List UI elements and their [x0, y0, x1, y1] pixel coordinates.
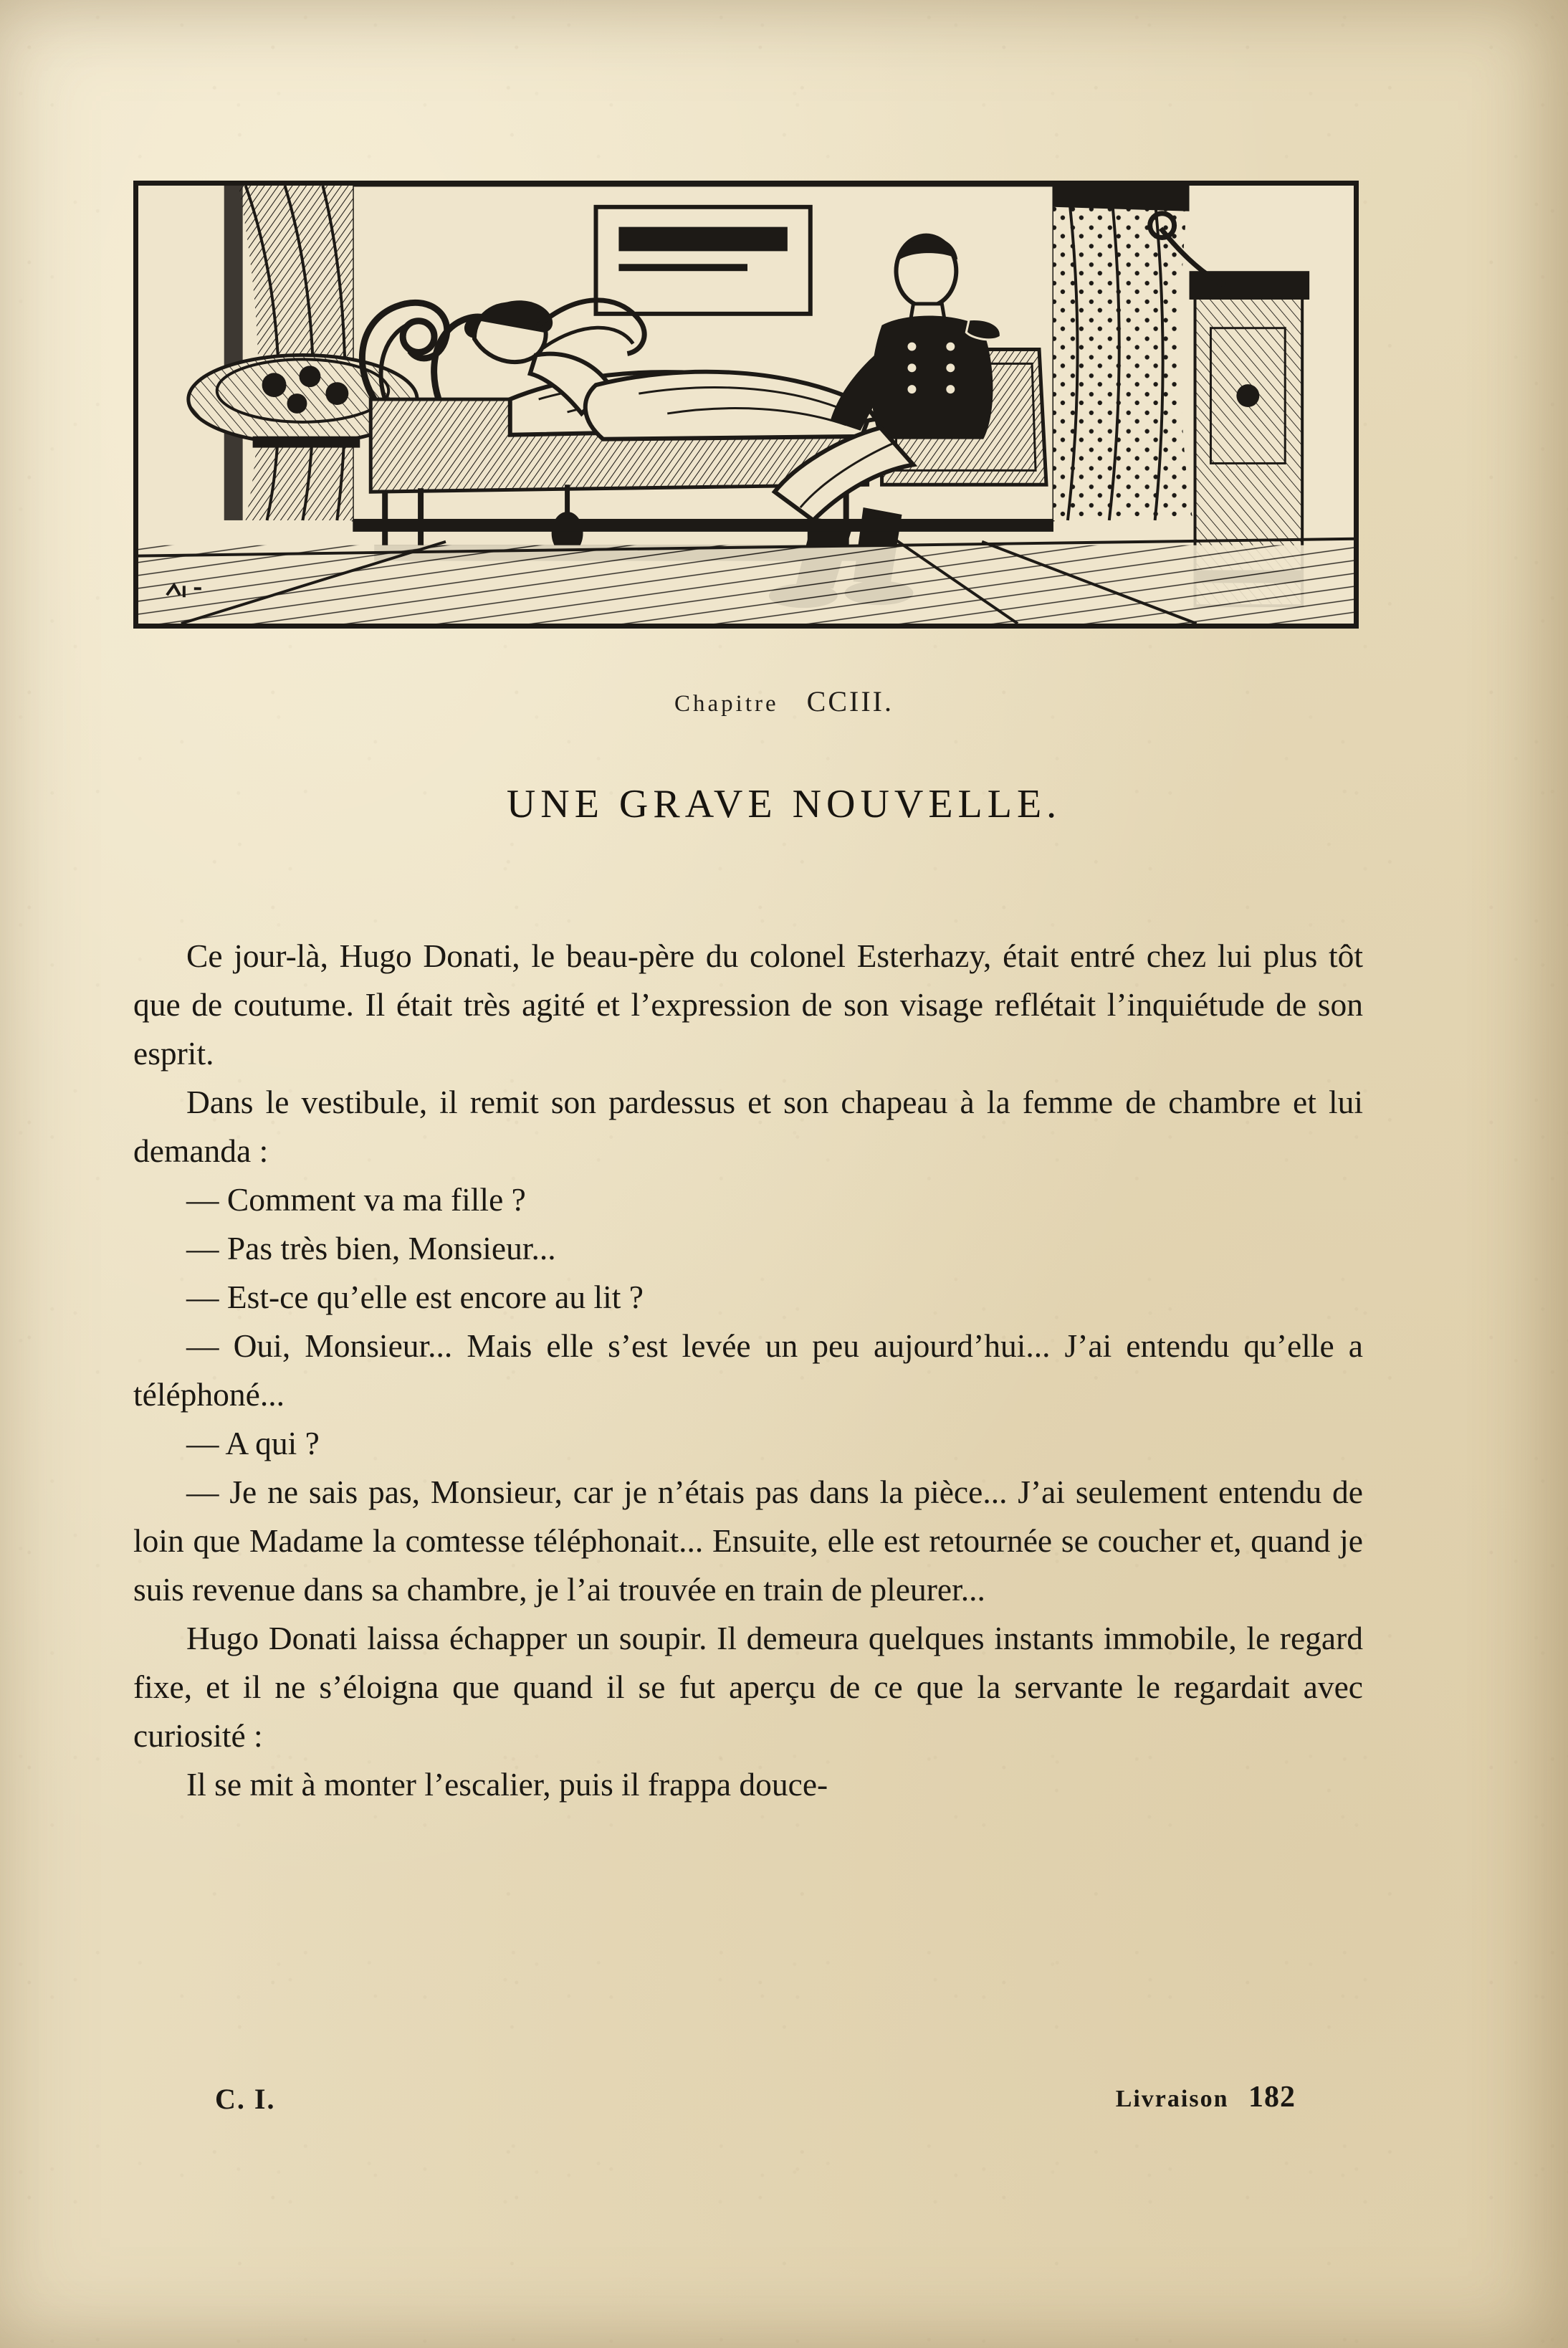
chapter-label-word: Chapitre — [674, 691, 779, 717]
engraving-artwork — [138, 186, 1354, 624]
body-text — [133, 932, 1363, 1809]
illustration-frame — [133, 181, 1359, 629]
paragraph: Dans le vestibule, il remit son pardessus et son chapeau à la femme de chambre et lui demanda : — [133, 1084, 1363, 1169]
footer-signature: C. I. — [215, 2083, 276, 2115]
paragraph: Hugo Donati laissa échapper un soupir. Il demeura quelques instants immobile, le regard fixe, et il ne s’éloigna que quand il se fut aperçu de ce que la servante le regardait avec curiosité : — [133, 1620, 1363, 1754]
chapter-label — [0, 684, 1568, 718]
dialogue-line: — Oui, Monsieur... Mais elle s’est levée un peu aujourd’hui... J’ai entendu qu’elle a téléphoné... — [133, 1327, 1363, 1413]
footer-issue — [1116, 2080, 1296, 2114]
dialogue-line: — Comment va ma fille ? — [186, 1181, 526, 1218]
dialogue-line: — Est-ce qu’elle est encore au lit ? — [186, 1279, 644, 1315]
paragraph: Il se mit à monter l’escalier, puis il frappa douce- — [186, 1766, 828, 1803]
illustration — [133, 181, 1359, 629]
footer-issue-label: Livraison — [1115, 2086, 1229, 2112]
dialogue-line: — A qui ? — [186, 1425, 320, 1461]
page-title: UNE GRAVE NOUVELLE. — [506, 782, 1062, 826]
paragraph: Ce jour-là, Hugo Donati, le beau-père du colonel Esterhazy, était entré chez lui plus tôt que de coutume. Il était très agité et l’expression de son visage reflétait l’inquiétude de son esprit. — [133, 937, 1363, 1072]
dialogue-line: — Pas très bien, Monsieur... — [186, 1230, 556, 1266]
footer-issue-number: 182 — [1248, 2081, 1296, 2114]
chapter-number: CCIII. — [806, 685, 894, 717]
dialogue-line: — Je ne sais pas, Monsieur, car je n’étais pas dans la pièce... J’ai seulement entendu de loin que Madame la comtesse téléphonait... Ensuite, elle est retournée se coucher et, quand je suis revenue dans sa chambre, je l’ai trouvée en train de pleurer... — [133, 1474, 1363, 1608]
